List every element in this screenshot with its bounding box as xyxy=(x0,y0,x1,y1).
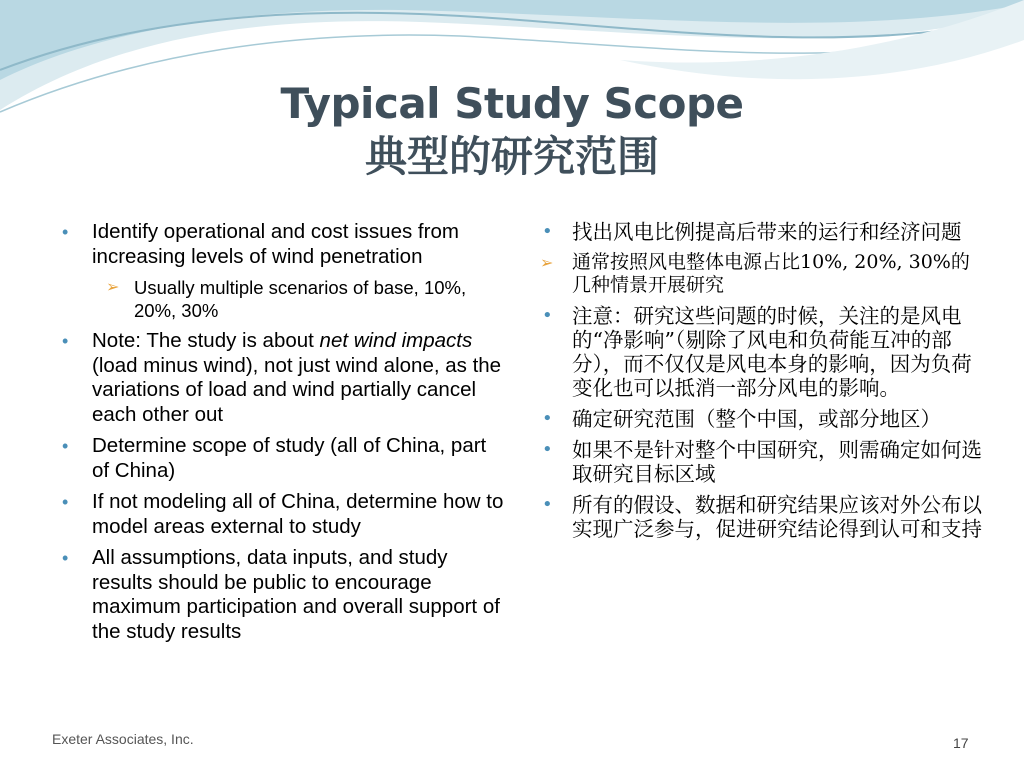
list-item xyxy=(56,490,506,539)
bullet-icon: • xyxy=(62,222,69,242)
sub-list-item xyxy=(56,276,506,322)
slide-title xyxy=(0,78,1024,184)
bullet-icon: • xyxy=(62,492,69,512)
bullet-icon: • xyxy=(62,331,69,351)
list-item-text: All assumptions, data inputs, and study results should be public to encourage maximum participation and overall support of the study results xyxy=(92,546,500,643)
list-item-text: 注意：研究这些问题的时候，关注的是风电的“净影响”（剔除了风电和负荷能互冲的部分），而不仅仅是风电本身的影响，因为负荷变化也可以抵消一部分风电的影响。 xyxy=(572,304,972,400)
list-item-text: 确定研究范围（整个中国，或部分地区） xyxy=(572,407,941,431)
list-item xyxy=(56,434,506,483)
sub-list-item-text: Usually multiple scenarios of base, 10%, 20%, 30% xyxy=(134,277,467,321)
list-item xyxy=(536,304,986,400)
footer-company: Exeter Associates, Inc. xyxy=(52,731,194,747)
title-chinese: 典型的研究范围 xyxy=(364,132,659,181)
sub-list-item xyxy=(536,251,986,297)
list-item-text-prefix: Note: The study is about xyxy=(92,329,320,352)
right-column-chinese xyxy=(536,220,986,548)
list-item xyxy=(536,407,986,431)
arrow-bullet-icon: ➢ xyxy=(106,279,120,296)
title-english: Typical Study Scope xyxy=(280,79,744,128)
list-item xyxy=(56,220,506,269)
list-item-text: If not modeling all of China, determine how to model areas external to study xyxy=(92,490,504,538)
list-item-text: 所有的假设、数据和研究结果应该对外公布以实现广泛参与，促进研究结论得到认可和支持 xyxy=(572,493,982,541)
list-item xyxy=(56,329,506,427)
bullet-icon: • xyxy=(542,221,553,242)
list-item-emphasis: net wind impacts xyxy=(319,329,473,352)
arrow-bullet-icon: ➢ xyxy=(540,253,554,272)
list-item xyxy=(536,220,986,244)
list-item-text: Determine scope of study (all of China, part of China) xyxy=(92,434,487,482)
sub-list-item-text: 通常按照风电整体电源占比10%, 20%, 30%的几种情景开展研究 xyxy=(572,251,970,296)
list-item-text-suffix: (load minus wind), not just wind alone, as the variations of load and wind partially cancel each other out xyxy=(92,353,502,426)
bullet-icon: • xyxy=(542,439,553,460)
list-item-text: 如果不是针对整个中国研究，则需确定如何选取研究目标区域 xyxy=(572,438,982,486)
list-item xyxy=(536,438,986,486)
bullet-icon: • xyxy=(542,408,553,429)
bullet-icon: • xyxy=(62,548,69,568)
bullet-icon: • xyxy=(542,305,553,326)
bullet-icon: • xyxy=(62,436,69,456)
page-number: 17 xyxy=(953,735,969,751)
list-item-text: 找出风电比例提高后带来的运行和经济问题 xyxy=(572,220,962,244)
list-item xyxy=(536,493,986,541)
list-item-text: Identify operational and cost issues from increasing levels of wind penetration xyxy=(92,220,459,268)
list-item xyxy=(56,546,506,644)
bullet-icon: • xyxy=(542,494,553,515)
left-column-english xyxy=(56,220,506,651)
